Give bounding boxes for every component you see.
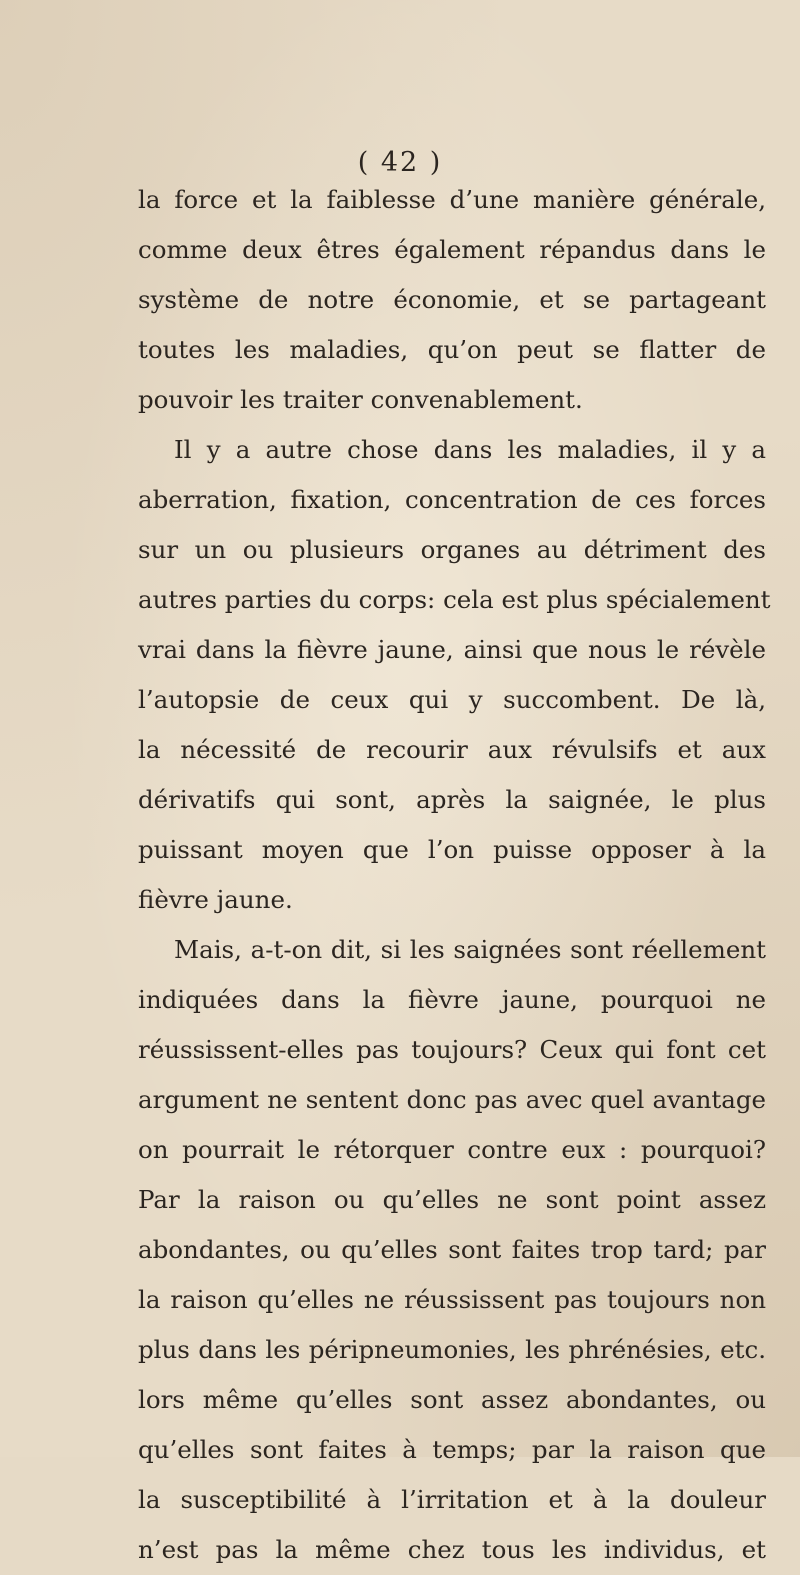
text-line: n’est pas la même chez tous les individus, et [138,1535,766,1564]
text-line: on pourrait le rétorquer contre eux : pourquoi? [138,1135,766,1164]
text-line: puissant moyen que l’on puisse opposer à la [138,835,766,864]
text-line: la raison qu’elles ne réussissent pas toujours non [138,1285,766,1314]
text-line: toutes les maladies, qu’on peut se flatter de [138,335,766,364]
text-line: la nécessité de recourir aux révulsifs et aux [138,735,766,764]
text-line: réussissent-elles pas toujours? Ceux qui font cet [138,1035,766,1064]
text-line: la force et la faiblesse d’une manière générale, [138,185,766,214]
text-line: comme deux êtres également répandus dans le [138,235,766,264]
text-line: Il y a autre chose dans les maladies, il y a [174,435,766,464]
text-line: qu’elles sont faites à temps; par la raison que [138,1435,766,1464]
text-line: vrai dans la fièvre jaune, ainsi que nous le révèle [138,635,766,664]
text-line: indiquées dans la fièvre jaune, pourquoi ne [138,985,766,1014]
text-line: Mais, a-t-on dit, si les saignées sont réellement [174,935,766,964]
text-line: sur un ou plusieurs organes au détriment des [138,535,766,564]
text-line: dérivatifs qui sont, après la saignée, le plus [138,785,766,814]
text-line: Par la raison ou qu’elles ne sont point assez [138,1185,766,1214]
body-text [138,175,771,1575]
text-line: abondantes, ou qu’elles sont faites trop tard; par [138,1235,766,1264]
text-line: fièvre jaune. [138,885,293,914]
page-number: ( 42 ) [357,147,443,178]
text-line: argument ne sentent donc pas avec quel avantage [138,1085,766,1114]
text-line: lors même qu’elles sont assez abondantes, ou [138,1385,766,1414]
text-line: aberration, fixation, concentration de ces forces [138,485,766,514]
text-line: plus dans les péripneumonies, les phrénésies, etc. [138,1335,766,1364]
text-line: système de notre économie, et se partageant [138,285,766,314]
text-line: l’autopsie de ceux qui y succombent. De là, [138,685,766,714]
text-line: la susceptibilité à l’irritation et à la douleur [138,1485,766,1514]
text-line: autres parties du corps: cela est plus spécialement [138,585,771,614]
text-line: pouvoir les traiter convenablement. [138,385,583,414]
